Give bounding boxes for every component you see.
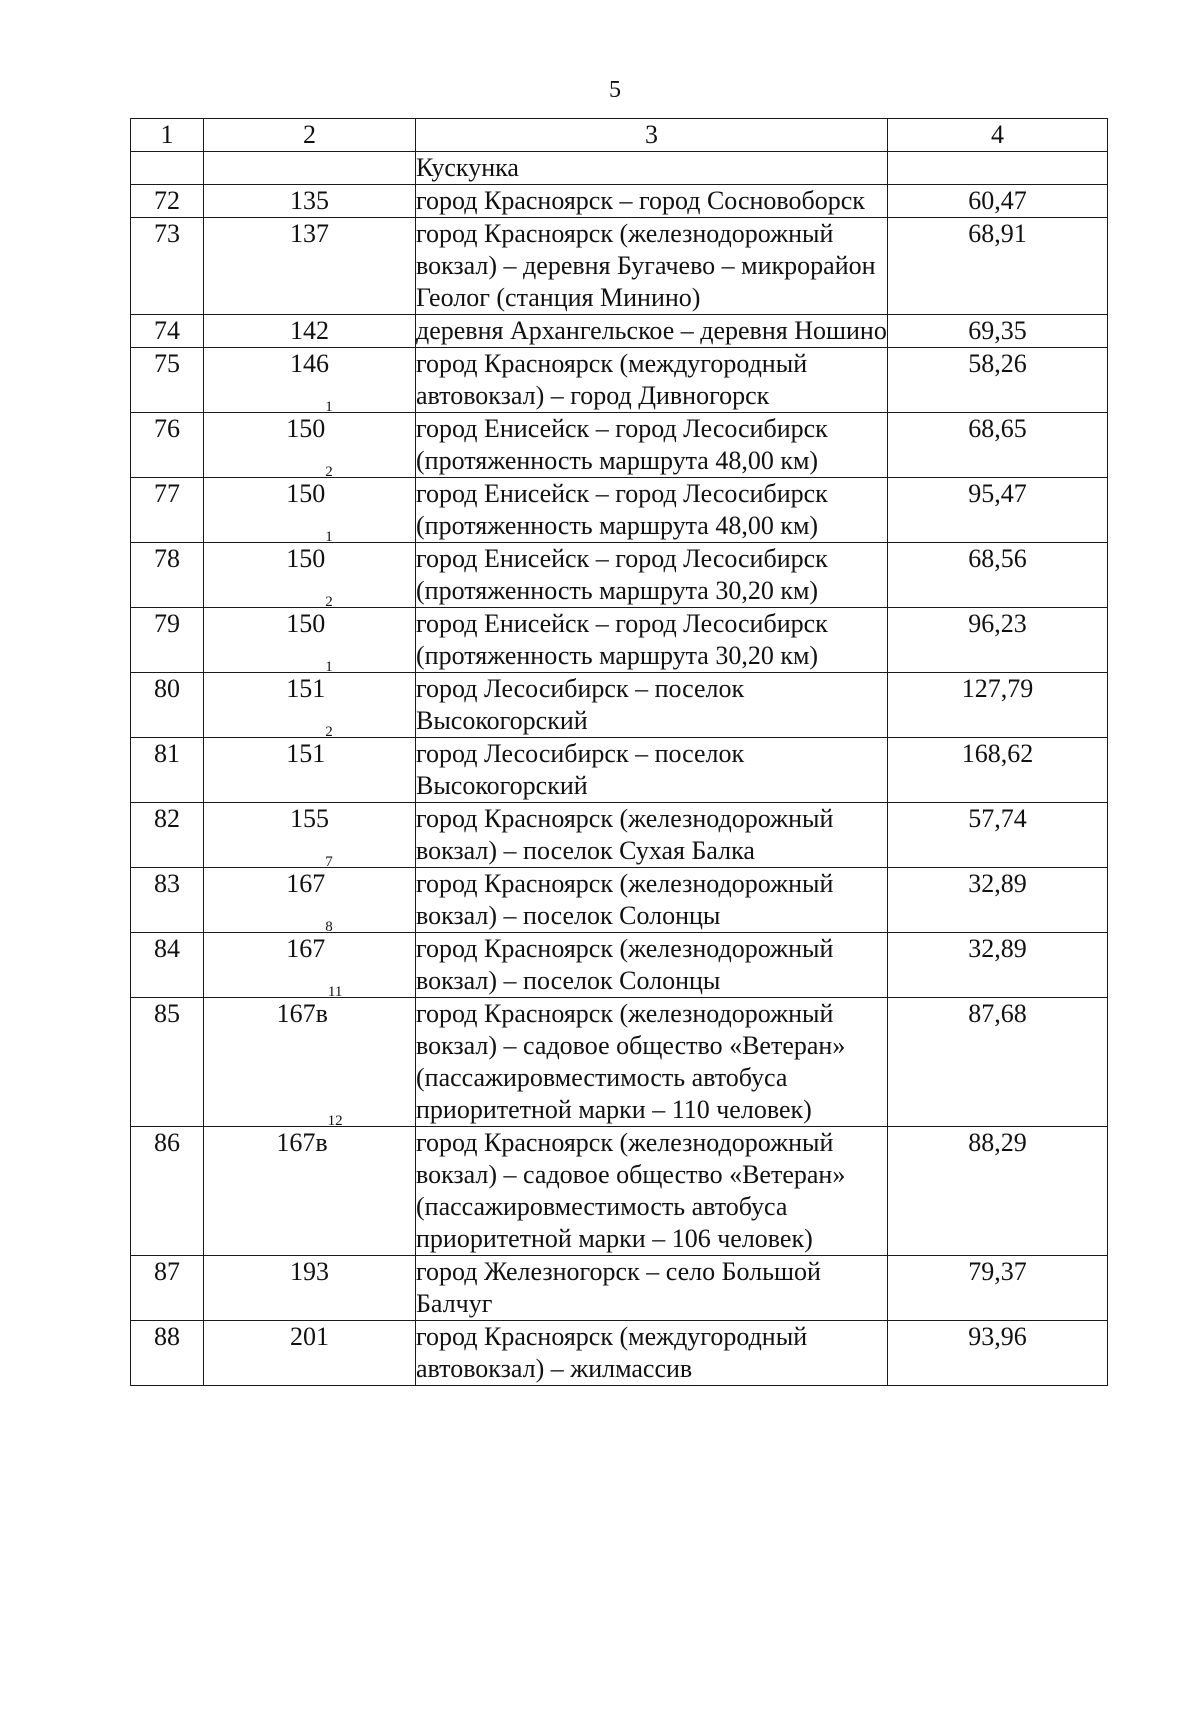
row-number (131, 152, 204, 185)
route-description: деревня Архангельское – деревня Ношино (416, 315, 888, 348)
route-number-base: 155 (290, 804, 329, 833)
row-number: 86 (131, 1127, 204, 1256)
route-description: город Красноярск (железнодорожный вокзал) – поселок Сухая Балка (416, 803, 888, 868)
route-number-superscript: 1 (325, 529, 333, 545)
table-row (131, 218, 1108, 315)
route-number-superscript: 11 (327, 984, 343, 1000)
route-value: 68,91 (888, 218, 1108, 315)
header-cell-2: 2 (204, 119, 416, 152)
route-number-base: 167в (276, 1128, 328, 1157)
route-description: город Лесосибирск – поселок Высокогорский (416, 673, 888, 738)
route-value: 57,74 (888, 803, 1108, 868)
route-number-base: 150 (286, 479, 326, 508)
route-description: город Красноярск (железнодорожный вокзал) – садовое общество «Ветеран» (пассажировместимость автобуса приоритетной марки – 106 человек) (416, 1127, 888, 1256)
route-value: 60,47 (888, 185, 1108, 218)
route-number (204, 659, 416, 738)
route-number (204, 984, 416, 1127)
route-number (204, 152, 416, 185)
table-row (131, 1256, 1108, 1321)
row-number: 85 (131, 998, 204, 1127)
row-number: 83 (131, 868, 204, 933)
route-number-superscript: 1 (325, 659, 333, 675)
table-row (131, 413, 1108, 478)
table-row (131, 933, 1108, 998)
header-cell-1: 1 (131, 119, 204, 152)
row-number: 78 (131, 543, 204, 608)
row-number: 74 (131, 315, 204, 348)
table-header-row (131, 119, 1108, 152)
route-value: 93,96 (888, 1321, 1108, 1386)
route-number (204, 1321, 416, 1386)
route-value: 88,29 (888, 1127, 1108, 1256)
route-value: 95,47 (888, 478, 1108, 543)
route-value: 79,37 (888, 1256, 1108, 1321)
route-number-superscript: 8 (325, 919, 333, 935)
route-number-base: 150 (286, 609, 326, 638)
table-row (131, 608, 1108, 673)
route-number-base: 135 (290, 186, 329, 215)
route-number-superscript: 12 (327, 1113, 343, 1129)
route-description: город Лесосибирск – поселок Высокогорский (416, 738, 888, 803)
route-number (204, 464, 416, 543)
header-cell-4: 4 (888, 119, 1108, 152)
route-description: город Красноярск (железнодорожный вокзал) – деревня Бугачево – микрорайон Геолог (станция Минино) (416, 218, 888, 315)
route-number-base: 201 (290, 1322, 329, 1351)
row-number: 82 (131, 803, 204, 868)
table-row (131, 315, 1108, 348)
route-value (888, 152, 1108, 185)
route-number-base: 150 (286, 544, 326, 573)
route-number (204, 724, 416, 803)
route-number (204, 348, 416, 413)
route-number-superscript: 2 (325, 594, 333, 610)
row-number: 84 (131, 933, 204, 998)
route-description: город Енисейск – город Лесосибирск (протяженность маршрута 48,00 км) (416, 413, 888, 478)
route-number-superscript: 7 (325, 854, 333, 870)
route-description: город Красноярск (междугородный автовокзал) – жилмассив (416, 1321, 888, 1386)
route-number-superscript: 2 (325, 464, 333, 480)
route-number-base: 193 (290, 1257, 329, 1286)
table-row (131, 1127, 1108, 1256)
route-number-base: 146 (290, 349, 329, 378)
route-description: город Красноярск (железнодорожный вокзал) – поселок Солонцы (416, 868, 888, 933)
routes-table (130, 118, 1108, 1386)
route-value: 168,62 (888, 738, 1108, 803)
header-cell-3: 3 (416, 119, 888, 152)
route-description: город Красноярск (железнодорожный вокзал) – садовое общество «Ветеран» (пассажировместимость автобуса приоритетной марки – 110 человек) (416, 998, 888, 1127)
route-number (204, 594, 416, 673)
route-description: город Енисейск – город Лесосибирск (протяженность маршрута 48,00 км) (416, 478, 888, 543)
continuation-row (131, 152, 1108, 185)
route-description: город Енисейск – город Лесосибирск (протяженность маршрута 30,20 км) (416, 543, 888, 608)
route-number (204, 218, 416, 315)
route-number-superscript: 2 (325, 724, 333, 740)
route-number (204, 529, 416, 608)
table-row (131, 738, 1108, 803)
route-number (204, 919, 416, 998)
route-description: город Красноярск (железнодорожный вокзал) – поселок Солонцы (416, 933, 888, 998)
route-value: 69,35 (888, 315, 1108, 348)
table-row (131, 673, 1108, 738)
route-value: 68,65 (888, 413, 1108, 478)
route-number-base: 167 (286, 869, 326, 898)
route-number (204, 185, 416, 218)
row-number: 80 (131, 673, 204, 738)
row-number: 79 (131, 608, 204, 673)
route-description: Кускунка (416, 152, 888, 185)
table-row (131, 348, 1108, 413)
table-row (131, 1321, 1108, 1386)
route-value: 87,68 (888, 998, 1108, 1127)
route-number-superscript: 1 (325, 399, 333, 415)
route-value: 127,79 (888, 673, 1108, 738)
route-number (204, 1113, 416, 1256)
route-number (204, 399, 416, 478)
table-row (131, 998, 1108, 1127)
route-value: 32,89 (888, 933, 1108, 998)
route-number-base: 151 (286, 739, 326, 768)
route-number-base: 151 (286, 674, 326, 703)
route-value: 96,23 (888, 608, 1108, 673)
route-description: город Енисейск – город Лесосибирск (протяженность маршрута 30,20 км) (416, 608, 888, 673)
table-row (131, 185, 1108, 218)
table-row (131, 543, 1108, 608)
row-number: 73 (131, 218, 204, 315)
row-number: 72 (131, 185, 204, 218)
row-number: 81 (131, 738, 204, 803)
route-number-base: 142 (290, 316, 329, 345)
table-row (131, 478, 1108, 543)
route-number-base: 137 (290, 219, 329, 248)
row-number: 76 (131, 413, 204, 478)
table-row (131, 803, 1108, 868)
route-description: город Красноярск – город Сосновоборск (416, 185, 888, 218)
route-value: 58,26 (888, 348, 1108, 413)
route-value: 68,56 (888, 543, 1108, 608)
row-number: 77 (131, 478, 204, 543)
route-number-base: 167в (276, 999, 328, 1028)
page-number: 5 (609, 77, 621, 103)
route-description: город Красноярск (междугородный автовокзал) – город Дивногорск (416, 348, 888, 413)
row-number: 87 (131, 1256, 204, 1321)
route-number (204, 854, 416, 933)
row-number: 88 (131, 1321, 204, 1386)
table-row (131, 868, 1108, 933)
row-number: 75 (131, 348, 204, 413)
route-value: 32,89 (888, 868, 1108, 933)
route-number-base: 150 (286, 414, 326, 443)
route-number-base: 167 (286, 934, 326, 963)
route-description: город Железногорск – село Большой Балчуг (416, 1256, 888, 1321)
route-number (204, 803, 416, 868)
route-number (204, 315, 416, 348)
route-number (204, 1256, 416, 1321)
